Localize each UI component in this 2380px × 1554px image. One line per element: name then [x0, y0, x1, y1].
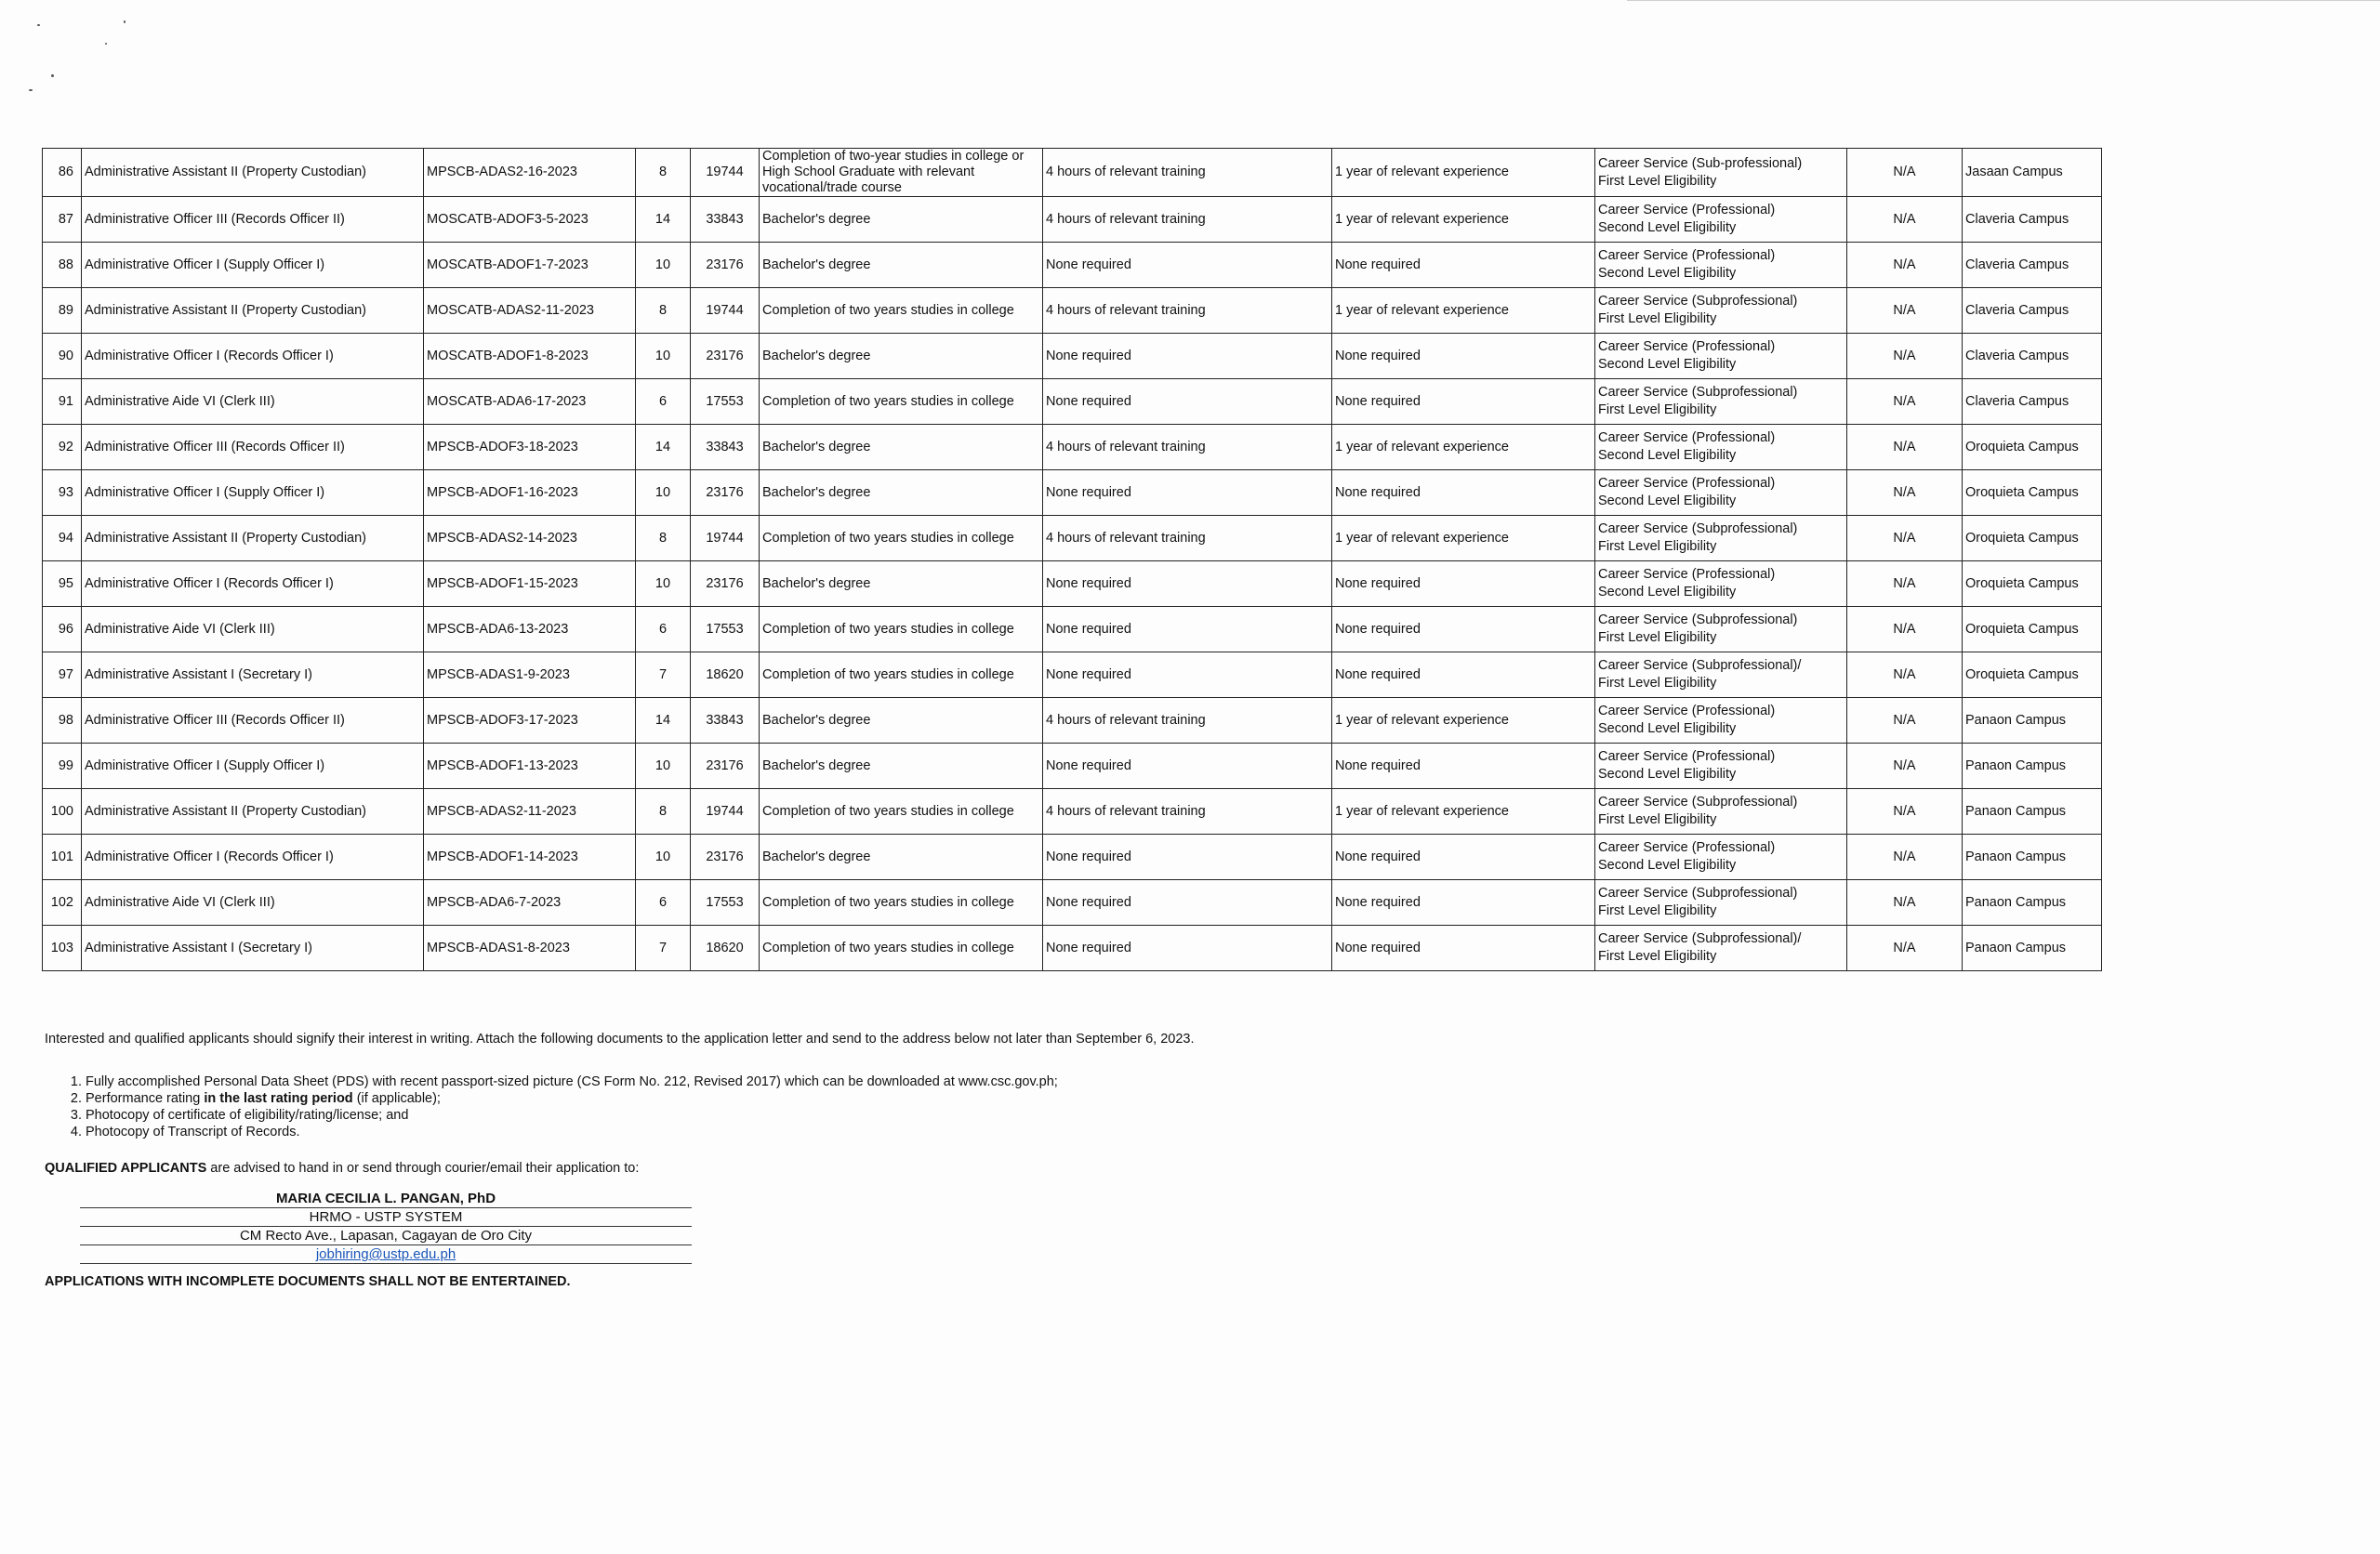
row-number: 94 [43, 516, 82, 561]
experience-requirement: None required [1332, 744, 1595, 789]
plantilla-item-no: MPSCB-ADA6-7-2023 [424, 880, 636, 926]
eligibility-requirement [1595, 243, 1847, 288]
eligibility-requirement [1595, 334, 1847, 379]
salary-grade: 8 [636, 789, 691, 835]
table-row [43, 880, 2102, 926]
competency-requirement: N/A [1847, 607, 1963, 652]
salary-grade: 14 [636, 425, 691, 470]
position-title: Administrative Officer I (Supply Officer I) [82, 243, 424, 288]
eligibility-line-1: Career Service (Professional) [1598, 567, 1776, 582]
row-number: 91 [43, 379, 82, 425]
plantilla-item-no: MOSCATB-ADOF1-7-2023 [424, 243, 636, 288]
education-requirement: Completion of two years studies in college [760, 516, 1043, 561]
experience-requirement: 1 year of relevant experience [1332, 197, 1595, 243]
training-requirement: None required [1043, 835, 1332, 880]
education-requirement: Bachelor's degree [760, 197, 1043, 243]
eligibility-line-1: Career Service (Subprofessional) [1598, 795, 1798, 810]
eligibility-line-1: Career Service (Sub-professional) [1598, 155, 1803, 171]
eligibility-requirement [1595, 789, 1847, 835]
eligibility-line-1: Career Service (Subprofessional)/ [1598, 931, 1802, 946]
requirement-item [86, 1124, 1058, 1140]
experience-requirement: None required [1332, 607, 1595, 652]
table-row [43, 149, 2102, 197]
experience-requirement: None required [1332, 379, 1595, 425]
position-title: Administrative Officer I (Supply Officer I) [82, 470, 424, 516]
salary-grade: 6 [636, 607, 691, 652]
table-row [43, 926, 2102, 971]
experience-requirement: None required [1332, 334, 1595, 379]
training-requirement: 4 hours of relevant training [1043, 789, 1332, 835]
competency-requirement: N/A [1847, 789, 1963, 835]
competency-requirement: N/A [1847, 197, 1963, 243]
training-requirement: None required [1043, 607, 1332, 652]
eligibility-requirement [1595, 561, 1847, 607]
experience-requirement: 1 year of relevant experience [1332, 698, 1595, 744]
requirement-text: Photocopy of certificate of eligibility/rating/license; and [86, 1108, 409, 1123]
requirement-text: (if applicable); [352, 1091, 441, 1106]
assignment-campus: Oroquieta Campus [1963, 425, 2102, 470]
education-requirement: Completion of two years studies in college [760, 652, 1043, 698]
competency-requirement: N/A [1847, 926, 1963, 971]
competency-requirement: N/A [1847, 744, 1963, 789]
row-number: 87 [43, 197, 82, 243]
eligibility-requirement [1595, 835, 1847, 880]
eligibility-requirement [1595, 288, 1847, 334]
salary-grade: 6 [636, 379, 691, 425]
table-body [43, 149, 2102, 971]
experience-requirement: None required [1332, 926, 1595, 971]
eligibility-line-1: Career Service (Subprofessional) [1598, 294, 1798, 309]
hr-office: HRMO - USTP SYSTEM [80, 1208, 692, 1227]
competency-requirement: N/A [1847, 288, 1963, 334]
assignment-campus: Claveria Campus [1963, 288, 2102, 334]
eligibility-line-2: Second Level Eligibility [1598, 721, 1737, 736]
salary-grade: 10 [636, 744, 691, 789]
plantilla-item-no: MPSCB-ADAS2-16-2023 [424, 149, 636, 197]
experience-requirement: None required [1332, 880, 1595, 926]
position-title: Administrative Officer III (Records Officer II) [82, 698, 424, 744]
eligibility-line-2: Second Level Eligibility [1598, 266, 1737, 281]
eligibility-line-2: First Level Eligibility [1598, 949, 1717, 964]
training-requirement: None required [1043, 926, 1332, 971]
application-instructions: Interested and qualified applicants should signify their interest in writing. Attach the following documents to the application letter and send to the address below not later than September 6, 2023. [45, 1032, 1195, 1047]
salary-grade: 10 [636, 561, 691, 607]
eligibility-line-1: Career Service (Professional) [1598, 248, 1776, 263]
eligibility-line-2: Second Level Eligibility [1598, 357, 1737, 372]
training-requirement: None required [1043, 652, 1332, 698]
qualified-applicants-label: QUALIFIED APPLICANTS [45, 1161, 207, 1176]
competency-requirement: N/A [1847, 516, 1963, 561]
training-requirement: None required [1043, 379, 1332, 425]
email-link[interactable]: jobhiring@ustp.edu.ph [315, 1246, 456, 1262]
education-requirement: Completion of two years studies in college [760, 607, 1043, 652]
monthly-salary: 19744 [691, 149, 760, 197]
eligibility-line-1: Career Service (Subprofessional) [1598, 886, 1798, 901]
salary-grade: 10 [636, 470, 691, 516]
assignment-campus: Claveria Campus [1963, 379, 2102, 425]
row-number: 98 [43, 698, 82, 744]
assignment-campus: Claveria Campus [1963, 334, 2102, 379]
training-requirement: 4 hours of relevant training [1043, 698, 1332, 744]
training-requirement: 4 hours of relevant training [1043, 149, 1332, 197]
assignment-campus: Panaon Campus [1963, 835, 2102, 880]
table-row [43, 516, 2102, 561]
eligibility-line-2: Second Level Eligibility [1598, 220, 1737, 235]
monthly-salary: 33843 [691, 197, 760, 243]
education-requirement: Completion of two years studies in college [760, 288, 1043, 334]
position-title: Administrative Assistant II (Property Custodian) [82, 789, 424, 835]
eligibility-line-1: Career Service (Subprofessional) [1598, 385, 1798, 400]
training-requirement: None required [1043, 880, 1332, 926]
assignment-campus: Oroquieta Campus [1963, 652, 2102, 698]
education-requirement: Completion of two years studies in college [760, 379, 1043, 425]
eligibility-requirement [1595, 516, 1847, 561]
eligibility-line-1: Career Service (Subprofessional) [1598, 521, 1798, 536]
eligibility-line-1: Career Service (Professional) [1598, 430, 1776, 445]
plantilla-item-no: MPSCB-ADA6-13-2023 [424, 607, 636, 652]
table-row [43, 561, 2102, 607]
competency-requirement: N/A [1847, 698, 1963, 744]
competency-requirement: N/A [1847, 379, 1963, 425]
monthly-salary: 18620 [691, 652, 760, 698]
competency-requirement: N/A [1847, 880, 1963, 926]
row-number: 95 [43, 561, 82, 607]
plantilla-item-no: MPSCB-ADOF3-17-2023 [424, 698, 636, 744]
row-number: 96 [43, 607, 82, 652]
education-requirement: Completion of two years studies in college [760, 926, 1043, 971]
eligibility-line-1: Career Service (Professional) [1598, 840, 1776, 855]
competency-requirement: N/A [1847, 561, 1963, 607]
requirement-item [86, 1073, 1058, 1090]
row-number: 89 [43, 288, 82, 334]
eligibility-line-1: Career Service (Subprofessional) [1598, 612, 1798, 627]
eligibility-requirement [1595, 607, 1847, 652]
assignment-campus: Panaon Campus [1963, 789, 2102, 835]
position-title: Administrative Assistant I (Secretary I) [82, 926, 424, 971]
monthly-salary: 17553 [691, 379, 760, 425]
position-title: Administrative Officer I (Records Officer I) [82, 561, 424, 607]
education-requirement: Bachelor's degree [760, 470, 1043, 516]
assignment-campus: Panaon Campus [1963, 744, 2102, 789]
eligibility-line-2: Second Level Eligibility [1598, 767, 1737, 782]
eligibility-line-1: Career Service (Professional) [1598, 203, 1776, 217]
monthly-salary: 23176 [691, 744, 760, 789]
experience-requirement: None required [1332, 652, 1595, 698]
experience-requirement: 1 year of relevant experience [1332, 288, 1595, 334]
plantilla-item-no: MPSCB-ADOF1-13-2023 [424, 744, 636, 789]
salary-grade: 8 [636, 516, 691, 561]
eligibility-line-2: First Level Eligibility [1598, 539, 1717, 554]
competency-requirement: N/A [1847, 425, 1963, 470]
monthly-salary: 33843 [691, 425, 760, 470]
incomplete-documents-warning: APPLICATIONS WITH INCOMPLETE DOCUMENTS SHALL NOT BE ENTERTAINED. [45, 1274, 571, 1289]
experience-requirement: None required [1332, 835, 1595, 880]
education-requirement: Completion of two years studies in college [760, 789, 1043, 835]
row-number: 102 [43, 880, 82, 926]
training-requirement: 4 hours of relevant training [1043, 425, 1332, 470]
eligibility-line-2: First Level Eligibility [1598, 630, 1717, 645]
training-requirement: None required [1043, 744, 1332, 789]
monthly-salary: 19744 [691, 288, 760, 334]
salary-grade: 6 [636, 880, 691, 926]
office-address: CM Recto Ave., Lapasan, Cagayan de Oro City [80, 1227, 692, 1245]
position-title: Administrative Assistant I (Secretary I) [82, 652, 424, 698]
plantilla-item-no: MOSCATB-ADOF1-8-2023 [424, 334, 636, 379]
competency-requirement: N/A [1847, 149, 1963, 197]
eligibility-line-2: Second Level Eligibility [1598, 858, 1737, 873]
salary-grade: 10 [636, 835, 691, 880]
hr-officer-name: MARIA CECILIA L. PANGAN, PhD [80, 1190, 692, 1208]
monthly-salary: 23176 [691, 561, 760, 607]
eligibility-line-2: Second Level Eligibility [1598, 585, 1737, 599]
table-row [43, 835, 2102, 880]
experience-requirement: None required [1332, 561, 1595, 607]
assignment-campus: Panaon Campus [1963, 698, 2102, 744]
email-line [80, 1245, 692, 1264]
training-requirement: None required [1043, 334, 1332, 379]
position-title: Administrative Officer I (Supply Officer I) [82, 744, 424, 789]
table-row [43, 379, 2102, 425]
requirement-text: Performance rating [86, 1091, 205, 1106]
plantilla-item-no: MPSCB-ADOF1-16-2023 [424, 470, 636, 516]
experience-requirement: 1 year of relevant experience [1332, 789, 1595, 835]
education-requirement: Bachelor's degree [760, 744, 1043, 789]
assignment-campus: Claveria Campus [1963, 197, 2102, 243]
scan-edge-line [1627, 0, 2380, 1]
salary-grade: 10 [636, 334, 691, 379]
position-title: Administrative Aide VI (Clerk III) [82, 880, 424, 926]
row-number: 93 [43, 470, 82, 516]
table-row [43, 607, 2102, 652]
eligibility-requirement [1595, 652, 1847, 698]
education-requirement: Bachelor's degree [760, 835, 1043, 880]
requirement-text: Photocopy of Transcript of Records. [86, 1125, 300, 1139]
position-title: Administrative Officer III (Records Officer II) [82, 425, 424, 470]
competency-requirement: N/A [1847, 835, 1963, 880]
eligibility-line-2: First Level Eligibility [1598, 402, 1717, 417]
eligibility-requirement [1595, 926, 1847, 971]
assignment-campus: Claveria Campus [1963, 243, 2102, 288]
monthly-salary: 23176 [691, 243, 760, 288]
experience-requirement: 1 year of relevant experience [1332, 425, 1595, 470]
monthly-salary: 19744 [691, 516, 760, 561]
experience-requirement: 1 year of relevant experience [1332, 149, 1595, 197]
eligibility-line-1: Career Service (Professional) [1598, 704, 1776, 718]
education-requirement: Completion of two years studies in college [760, 880, 1043, 926]
plantilla-item-no: MPSCB-ADOF1-15-2023 [424, 561, 636, 607]
competency-requirement: N/A [1847, 334, 1963, 379]
plantilla-item-no: MPSCB-ADOF1-14-2023 [424, 835, 636, 880]
plantilla-item-no: MPSCB-ADOF3-18-2023 [424, 425, 636, 470]
address-block [80, 1190, 692, 1264]
qualified-applicants-text: are advised to hand in or send through courier/email their application to: [206, 1161, 640, 1176]
plantilla-item-no: MPSCB-ADAS2-14-2023 [424, 516, 636, 561]
salary-grade: 8 [636, 149, 691, 197]
plantilla-item-no: MPSCB-ADAS1-8-2023 [424, 926, 636, 971]
plantilla-item-no: MOSCATB-ADAS2-11-2023 [424, 288, 636, 334]
eligibility-line-1: Career Service (Professional) [1598, 749, 1776, 764]
qualified-applicants-note [45, 1160, 639, 1177]
table-row [43, 698, 2102, 744]
row-number: 103 [43, 926, 82, 971]
eligibility-requirement [1595, 744, 1847, 789]
salary-grade: 10 [636, 243, 691, 288]
monthly-salary: 17553 [691, 880, 760, 926]
monthly-salary: 19744 [691, 789, 760, 835]
salary-grade: 14 [636, 197, 691, 243]
requirement-item [86, 1090, 1058, 1107]
eligibility-requirement [1595, 379, 1847, 425]
monthly-salary: 33843 [691, 698, 760, 744]
salary-grade: 7 [636, 652, 691, 698]
plantilla-item-no: MOSCATB-ADOF3-5-2023 [424, 197, 636, 243]
table-row [43, 470, 2102, 516]
position-title: Administrative Assistant II (Property Custodian) [82, 288, 424, 334]
vacancy-table [42, 148, 2102, 971]
experience-requirement: None required [1332, 470, 1595, 516]
education-requirement: Bachelor's degree [760, 698, 1043, 744]
monthly-salary: 23176 [691, 470, 760, 516]
assignment-campus: Panaon Campus [1963, 926, 2102, 971]
training-requirement: None required [1043, 561, 1332, 607]
table-row [43, 744, 2102, 789]
position-title: Administrative Officer III (Records Officer II) [82, 197, 424, 243]
requirements-list [45, 1073, 1058, 1140]
table-row [43, 197, 2102, 243]
eligibility-requirement [1595, 880, 1847, 926]
eligibility-line-2: First Level Eligibility [1598, 903, 1717, 918]
table-row [43, 334, 2102, 379]
row-number: 92 [43, 425, 82, 470]
assignment-campus: Oroquieta Campus [1963, 516, 2102, 561]
salary-grade: 7 [636, 926, 691, 971]
salary-grade: 8 [636, 288, 691, 334]
table-row [43, 425, 2102, 470]
monthly-salary: 17553 [691, 607, 760, 652]
eligibility-line-2: Second Level Eligibility [1598, 494, 1737, 508]
monthly-salary: 18620 [691, 926, 760, 971]
requirement-item [86, 1107, 1058, 1124]
training-requirement: None required [1043, 470, 1332, 516]
monthly-salary: 23176 [691, 334, 760, 379]
education-requirement: Bachelor's degree [760, 425, 1043, 470]
competency-requirement: N/A [1847, 243, 1963, 288]
competency-requirement: N/A [1847, 652, 1963, 698]
eligibility-requirement [1595, 197, 1847, 243]
assignment-campus: Oroquieta Campus [1963, 561, 2102, 607]
assignment-campus: Oroquieta Campus [1963, 607, 2102, 652]
eligibility-line-2: First Level Eligibility [1598, 812, 1717, 827]
training-requirement: None required [1043, 243, 1332, 288]
position-title: Administrative Aide VI (Clerk III) [82, 379, 424, 425]
education-requirement: Bachelor's degree [760, 561, 1043, 607]
row-number: 88 [43, 243, 82, 288]
row-number: 86 [43, 149, 82, 197]
eligibility-line-2: First Level Eligibility [1598, 676, 1717, 691]
table-row [43, 243, 2102, 288]
eligibility-requirement [1595, 425, 1847, 470]
eligibility-requirement [1595, 149, 1847, 197]
education-requirement: Bachelor's degree [760, 334, 1043, 379]
requirement-text: Fully accomplished Personal Data Sheet (PDS) with recent passport-sized picture (CS Form No. 212, Revised 2017) which can be downloaded at www.csc.gov.ph; [86, 1074, 1058, 1089]
eligibility-line-1: Career Service (Subprofessional)/ [1598, 658, 1802, 673]
competency-requirement: N/A [1847, 470, 1963, 516]
row-number: 100 [43, 789, 82, 835]
position-title: Administrative Assistant II (Property Custodian) [82, 149, 424, 197]
education-requirement: Bachelor's degree [760, 243, 1043, 288]
eligibility-line-2: Second Level Eligibility [1598, 448, 1737, 463]
experience-requirement: 1 year of relevant experience [1332, 516, 1595, 561]
row-number: 99 [43, 744, 82, 789]
eligibility-requirement [1595, 698, 1847, 744]
row-number: 101 [43, 835, 82, 880]
table-row [43, 652, 2102, 698]
plantilla-item-no: MPSCB-ADAS2-11-2023 [424, 789, 636, 835]
eligibility-requirement [1595, 470, 1847, 516]
salary-grade: 14 [636, 698, 691, 744]
experience-requirement: None required [1332, 243, 1595, 288]
position-title: Administrative Aide VI (Clerk III) [82, 607, 424, 652]
plantilla-item-no: MOSCATB-ADA6-17-2023 [424, 379, 636, 425]
assignment-campus: Panaon Campus [1963, 880, 2102, 926]
assignment-campus: Oroquieta Campus [1963, 470, 2102, 516]
position-title: Administrative Officer I (Records Officer I) [82, 334, 424, 379]
position-title: Administrative Officer I (Records Officer I) [82, 835, 424, 880]
training-requirement: 4 hours of relevant training [1043, 516, 1332, 561]
eligibility-line-1: Career Service (Professional) [1598, 476, 1776, 491]
monthly-salary: 23176 [691, 835, 760, 880]
row-number: 97 [43, 652, 82, 698]
education-requirement: Completion of two-year studies in college or High School Graduate with relevant vocational/trade course [760, 149, 1043, 197]
plantilla-item-no: MPSCB-ADAS1-9-2023 [424, 652, 636, 698]
table-row [43, 789, 2102, 835]
assignment-campus: Jasaan Campus [1963, 149, 2102, 197]
eligibility-line-2: First Level Eligibility [1598, 173, 1717, 189]
table-row [43, 288, 2102, 334]
position-title: Administrative Assistant II (Property Custodian) [82, 516, 424, 561]
requirement-emphasis: in the last rating period [204, 1091, 353, 1106]
row-number: 90 [43, 334, 82, 379]
eligibility-line-1: Career Service (Professional) [1598, 339, 1776, 354]
training-requirement: 4 hours of relevant training [1043, 197, 1332, 243]
eligibility-line-2: First Level Eligibility [1598, 311, 1717, 326]
training-requirement: 4 hours of relevant training [1043, 288, 1332, 334]
